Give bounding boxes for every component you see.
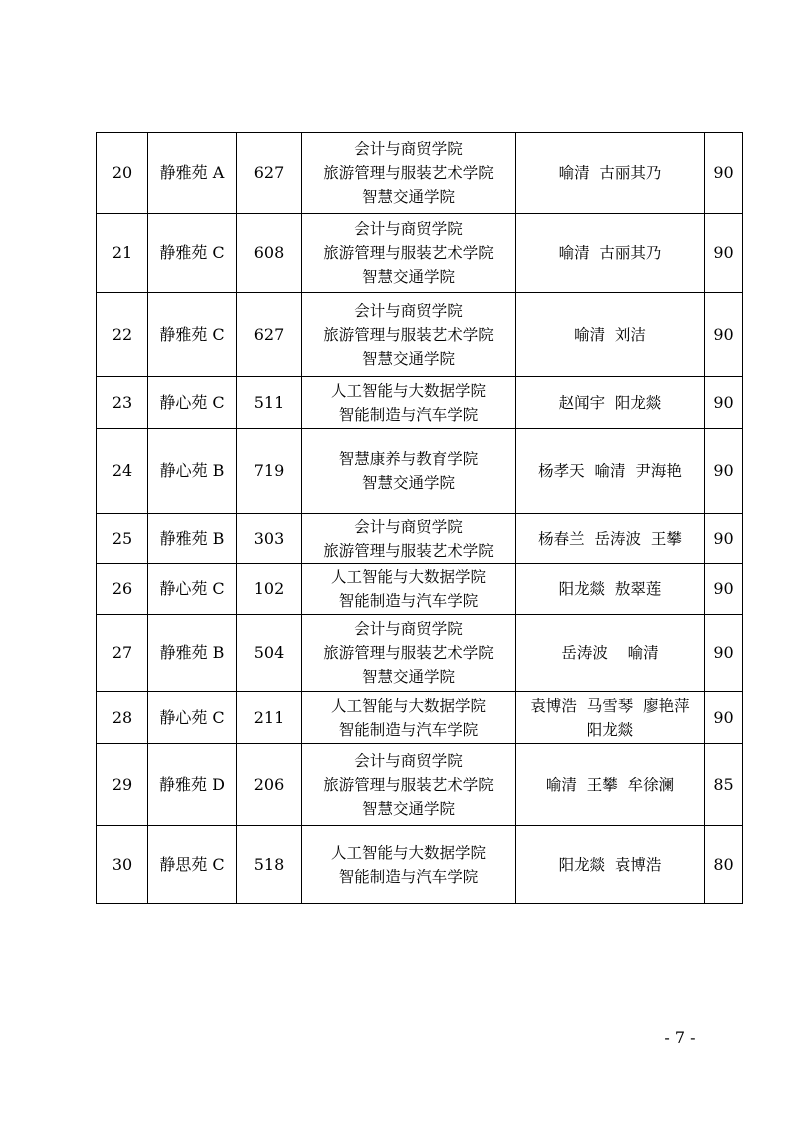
building-cell: 静心苑 C <box>148 377 237 429</box>
room-cell: 303 <box>237 514 302 564</box>
table-row <box>97 692 743 744</box>
row-number: 29 <box>97 744 148 826</box>
staff-names: 赵闻宇 阳龙燚 <box>558 393 662 412</box>
staff-cell <box>516 615 705 692</box>
college-name: 旅游管理与服装艺术学院 <box>323 325 494 344</box>
colleges-cell <box>302 564 516 615</box>
building-cell: 静思苑 C <box>148 826 237 904</box>
college-name: 智慧交通学院 <box>361 188 455 206</box>
college-name: 人工智能与大数据学院 <box>330 696 486 715</box>
room-cell: 719 <box>237 429 302 514</box>
row-number: 23 <box>97 377 148 429</box>
page-number: - 7 - <box>664 1028 696 1047</box>
college-name: 会计与商贸学院 <box>354 751 463 770</box>
building-cell: 静雅苑 C <box>148 214 237 293</box>
inspection-table <box>96 132 743 904</box>
staff-names: 岳涛波 喻清 <box>561 644 659 662</box>
college-name: 智慧交通学院 <box>361 349 455 368</box>
college-name: 智能制造与汽车学院 <box>338 720 479 739</box>
staff-cell <box>516 564 705 615</box>
college-name: 会计与商贸学院 <box>354 517 463 536</box>
staff-cell <box>516 133 705 214</box>
colleges-cell <box>302 293 516 377</box>
college-name: 会计与商贸学院 <box>354 620 463 638</box>
table-row <box>97 514 743 564</box>
staff-cell <box>516 293 705 377</box>
score-cell: 90 <box>705 214 743 293</box>
staff-names: 喻清 刘洁 <box>574 325 646 344</box>
score-cell: 90 <box>705 514 743 564</box>
table-row <box>97 826 743 904</box>
college-name: 智能制造与汽车学院 <box>338 867 479 886</box>
room-cell: 518 <box>237 826 302 904</box>
college-name: 人工智能与大数据学院 <box>330 381 486 400</box>
score-cell: 90 <box>705 293 743 377</box>
staff-cell <box>516 429 705 514</box>
staff-names: 杨春兰 岳涛波 王攀 <box>538 529 682 548</box>
row-number: 24 <box>97 429 148 514</box>
staff-names: 杨孝天 喻清 尹海艳 <box>538 462 682 480</box>
row-number: 26 <box>97 564 148 615</box>
staff-cell <box>516 214 705 293</box>
college-name: 智能制造与汽车学院 <box>338 592 479 610</box>
college-name: 智慧交通学院 <box>361 268 455 286</box>
colleges-cell <box>302 133 516 214</box>
building-cell: 静雅苑 C <box>148 293 237 377</box>
table-row <box>97 214 743 293</box>
college-name: 会计与商贸学院 <box>354 220 463 238</box>
college-name: 智慧交通学院 <box>361 799 455 818</box>
staff-cell <box>516 826 705 904</box>
score-cell: 90 <box>705 377 743 429</box>
staff-names: 阳龙燚 袁博浩 <box>558 855 662 874</box>
room-cell: 504 <box>237 615 302 692</box>
score-cell: 85 <box>705 744 743 826</box>
staff-cell <box>516 692 705 744</box>
college-name: 智能制造与汽车学院 <box>338 405 479 424</box>
room-cell: 511 <box>237 377 302 429</box>
row-number: 28 <box>97 692 148 744</box>
college-name: 会计与商贸学院 <box>354 301 463 320</box>
college-name: 智慧交通学院 <box>361 668 455 686</box>
table-row <box>97 744 743 826</box>
college-name: 人工智能与大数据学院 <box>330 568 486 586</box>
staff-cell <box>516 377 705 429</box>
table-row <box>97 133 743 214</box>
row-number: 21 <box>97 214 148 293</box>
row-number: 22 <box>97 293 148 377</box>
colleges-cell <box>302 514 516 564</box>
staff-names: 袁博浩 马雪琴 廖艳萍 <box>530 696 690 715</box>
staff-names: 喻清 王攀 牟徐澜 <box>545 775 675 794</box>
staff-cell <box>516 744 705 826</box>
staff-names: 喻清 古丽其乃 <box>558 164 662 182</box>
row-number: 30 <box>97 826 148 904</box>
building-cell: 静雅苑 D <box>148 744 237 826</box>
building-cell: 静心苑 C <box>148 692 237 744</box>
college-name: 旅游管理与服装艺术学院 <box>323 775 494 794</box>
score-cell: 90 <box>705 615 743 692</box>
score-cell: 90 <box>705 133 743 214</box>
table-row <box>97 429 743 514</box>
college-name: 智慧康养与教育学院 <box>338 450 479 468</box>
college-name: 旅游管理与服装艺术学院 <box>323 164 494 182</box>
building-cell: 静雅苑 B <box>148 514 237 564</box>
colleges-cell <box>302 615 516 692</box>
colleges-cell <box>302 744 516 826</box>
row-number: 20 <box>97 133 148 214</box>
colleges-cell <box>302 692 516 744</box>
score-cell: 90 <box>705 692 743 744</box>
college-name: 旅游管理与服装艺术学院 <box>323 541 494 560</box>
room-cell: 608 <box>237 214 302 293</box>
staff-cell <box>516 514 705 564</box>
room-cell: 102 <box>237 564 302 615</box>
score-cell: 90 <box>705 429 743 514</box>
table-row <box>97 293 743 377</box>
college-name: 智慧交通学院 <box>361 474 455 492</box>
staff-names: 阳龙燚 <box>586 720 634 739</box>
college-name: 人工智能与大数据学院 <box>330 843 486 862</box>
room-cell: 627 <box>237 293 302 377</box>
staff-names: 阳龙燚 敖翠莲 <box>558 580 662 598</box>
table-row <box>97 377 743 429</box>
building-cell: 静心苑 C <box>148 564 237 615</box>
score-cell: 90 <box>705 564 743 615</box>
table-row <box>97 615 743 692</box>
building-cell: 静雅苑 B <box>148 615 237 692</box>
row-number: 25 <box>97 514 148 564</box>
colleges-cell <box>302 429 516 514</box>
room-cell: 627 <box>237 133 302 214</box>
room-cell: 211 <box>237 692 302 744</box>
score-cell: 80 <box>705 826 743 904</box>
college-name: 旅游管理与服装艺术学院 <box>323 644 494 662</box>
building-cell: 静心苑 B <box>148 429 237 514</box>
colleges-cell <box>302 377 516 429</box>
colleges-cell <box>302 826 516 904</box>
building-cell: 静雅苑 A <box>148 133 237 214</box>
row-number: 27 <box>97 615 148 692</box>
college-name: 会计与商贸学院 <box>354 140 463 158</box>
table-row <box>97 564 743 615</box>
staff-names: 喻清 古丽其乃 <box>558 244 662 262</box>
college-name: 旅游管理与服装艺术学院 <box>323 244 494 262</box>
room-cell: 206 <box>237 744 302 826</box>
colleges-cell <box>302 214 516 293</box>
